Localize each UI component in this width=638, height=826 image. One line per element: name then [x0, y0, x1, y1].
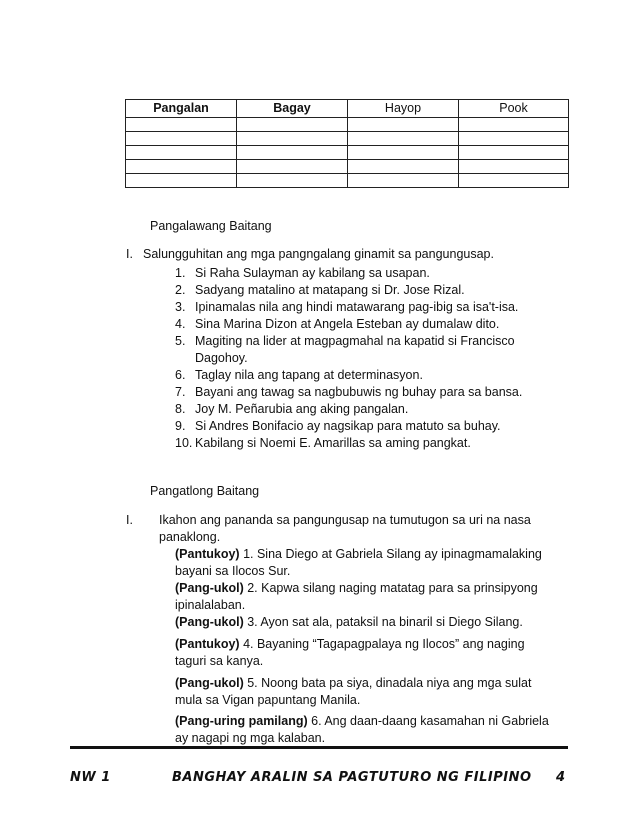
item-continuation: mula sa Vigan papuntang Manila.: [175, 693, 361, 707]
item-text: Sadyang matalino at matapang si Dr. Jose Rizal.: [195, 283, 465, 297]
item-text: 3. Ayon sat ala, pataksil na binaril si Diego Silang.: [243, 615, 523, 629]
list-item: [175, 614, 523, 630]
item-number: 1.: [175, 266, 186, 280]
list-item: [175, 713, 549, 729]
item-continuation: Dagohoy.: [195, 351, 248, 365]
item-text: Sina Marina Dizon at Angela Esteban ay dumalaw dito.: [195, 317, 500, 331]
list-item: [175, 546, 542, 562]
word-class-tag: (Pantukoy): [175, 637, 240, 651]
section3-heading: Pangatlong Baitang: [150, 484, 260, 498]
item-text: 1. Sina Diego at Gabriela Silang ay ipinagmamalaking: [239, 547, 542, 561]
section2-roman: I.: [126, 247, 133, 261]
table-cell: [237, 174, 348, 188]
table-cell: [126, 132, 237, 146]
item-number: 4.: [175, 317, 186, 331]
item-text: 2. Kapwa silang naging matatag para sa prinsipyong: [243, 581, 538, 595]
table-cell: [237, 146, 348, 160]
item-continuation: ay nagapi ng mga kalaban.: [175, 731, 326, 745]
table-cell: [237, 132, 348, 146]
item-text: Ipinamalas nila ang hindi matawarang pag-ibig sa isa't-isa.: [195, 300, 519, 314]
item-continuation: taguri sa kanya.: [175, 654, 264, 668]
footer-title: BANGHAY ARALIN SA PAGTUTURO NG FILIPINO: [172, 770, 532, 785]
word-class-tag: (Pang-ukol): [175, 676, 244, 690]
item-text: 4. Bayaning “Tagapagpalaya ng Ilocos” ang naging: [239, 637, 525, 651]
table-cell: [348, 174, 459, 188]
section2-heading: Pangalawang Baitang: [150, 219, 272, 233]
table-row: [126, 146, 569, 160]
word-class-tag: (Pantukoy): [175, 547, 240, 561]
table-cell: [348, 118, 459, 132]
table-cell: [459, 174, 569, 188]
table-cell: [459, 132, 569, 146]
list-item: [175, 265, 430, 281]
table-row: [126, 174, 569, 188]
item-text: Bayani ang tawag sa nagbubuwis ng buhay para sa bansa.: [195, 385, 523, 399]
table-cell: [126, 160, 237, 174]
item-number: 10.: [175, 436, 193, 450]
item-text: Si Andres Bonifacio ay nagsikap para matuto sa buhay.: [195, 419, 501, 433]
item-text: 5. Noong bata pa siya, dinadala niya ang mga sulat: [243, 676, 532, 690]
footer-rule: [70, 746, 568, 749]
item-continuation: ipinalalaban.: [175, 598, 246, 612]
table-header-row: [126, 100, 569, 118]
section3-roman: I.: [126, 513, 133, 527]
table-cell: [348, 132, 459, 146]
list-item: [175, 675, 531, 691]
table-cell: [459, 118, 569, 132]
item-number: 5.: [175, 334, 186, 348]
noun-classification-table: [125, 99, 569, 188]
list-item: [175, 401, 408, 417]
list-item: [175, 282, 465, 298]
item-number: 3.: [175, 300, 186, 314]
section3-instruction: Ikahon ang pananda sa pangungusap na tumutugon sa uri na nasa: [159, 513, 531, 527]
item-text: Si Raha Sulayman ay kabilang sa usapan.: [195, 266, 430, 280]
table-cell: [126, 146, 237, 160]
item-text: Kabilang si Noemi E. Amarillas sa aming pangkat.: [195, 436, 471, 450]
list-item: [175, 418, 501, 434]
table-cell: [237, 118, 348, 132]
header-pook: Pook: [459, 100, 569, 118]
footer-left: NW 1: [70, 770, 111, 785]
table-cell: [348, 160, 459, 174]
table-cell: [348, 146, 459, 160]
list-item: [175, 333, 515, 349]
item-number: 9.: [175, 419, 186, 433]
section3-instruction-cont: panaklong.: [159, 530, 221, 544]
word-class-tag: (Pang-ukol): [175, 615, 244, 629]
table-cell: [237, 160, 348, 174]
list-item: [175, 636, 525, 652]
item-number: 7.: [175, 385, 186, 399]
item-text: Magiting na lider at magpagmahal na kapatid si Francisco: [195, 334, 515, 348]
item-number: 2.: [175, 283, 186, 297]
item-text: Taglay nila ang tapang at determinasyon.: [195, 368, 423, 382]
section2-instruction: Salungguhitan ang mga pangngalang ginamit sa pangungusap.: [143, 247, 494, 261]
table-cell: [126, 174, 237, 188]
list-item: [175, 435, 471, 451]
list-item: [175, 580, 538, 596]
page-number: 4: [556, 770, 566, 785]
header-bagay: Bagay: [237, 100, 348, 118]
table-cell: [459, 146, 569, 160]
word-class-tag: (Pang-uring pamilang): [175, 714, 308, 728]
item-text: Joy M. Peñarubia ang aking pangalan.: [195, 402, 409, 416]
table-cell: [459, 160, 569, 174]
header-hayop: Hayop: [348, 100, 459, 118]
list-item: [175, 316, 499, 332]
table-row: [126, 118, 569, 132]
list-item: [175, 367, 423, 383]
header-pangalan: Pangalan: [126, 100, 237, 118]
list-item: [175, 299, 518, 315]
item-text: 6. Ang daan-daang kasamahan ni Gabriela: [307, 714, 549, 728]
word-class-tag: (Pang-ukol): [175, 581, 244, 595]
table-cell: [126, 118, 237, 132]
table-row: [126, 132, 569, 146]
table-row: [126, 160, 569, 174]
item-number: 8.: [175, 402, 186, 416]
list-item: [175, 384, 522, 400]
item-continuation: bayani sa Ilocos Sur.: [175, 564, 291, 578]
item-number: 6.: [175, 368, 186, 382]
